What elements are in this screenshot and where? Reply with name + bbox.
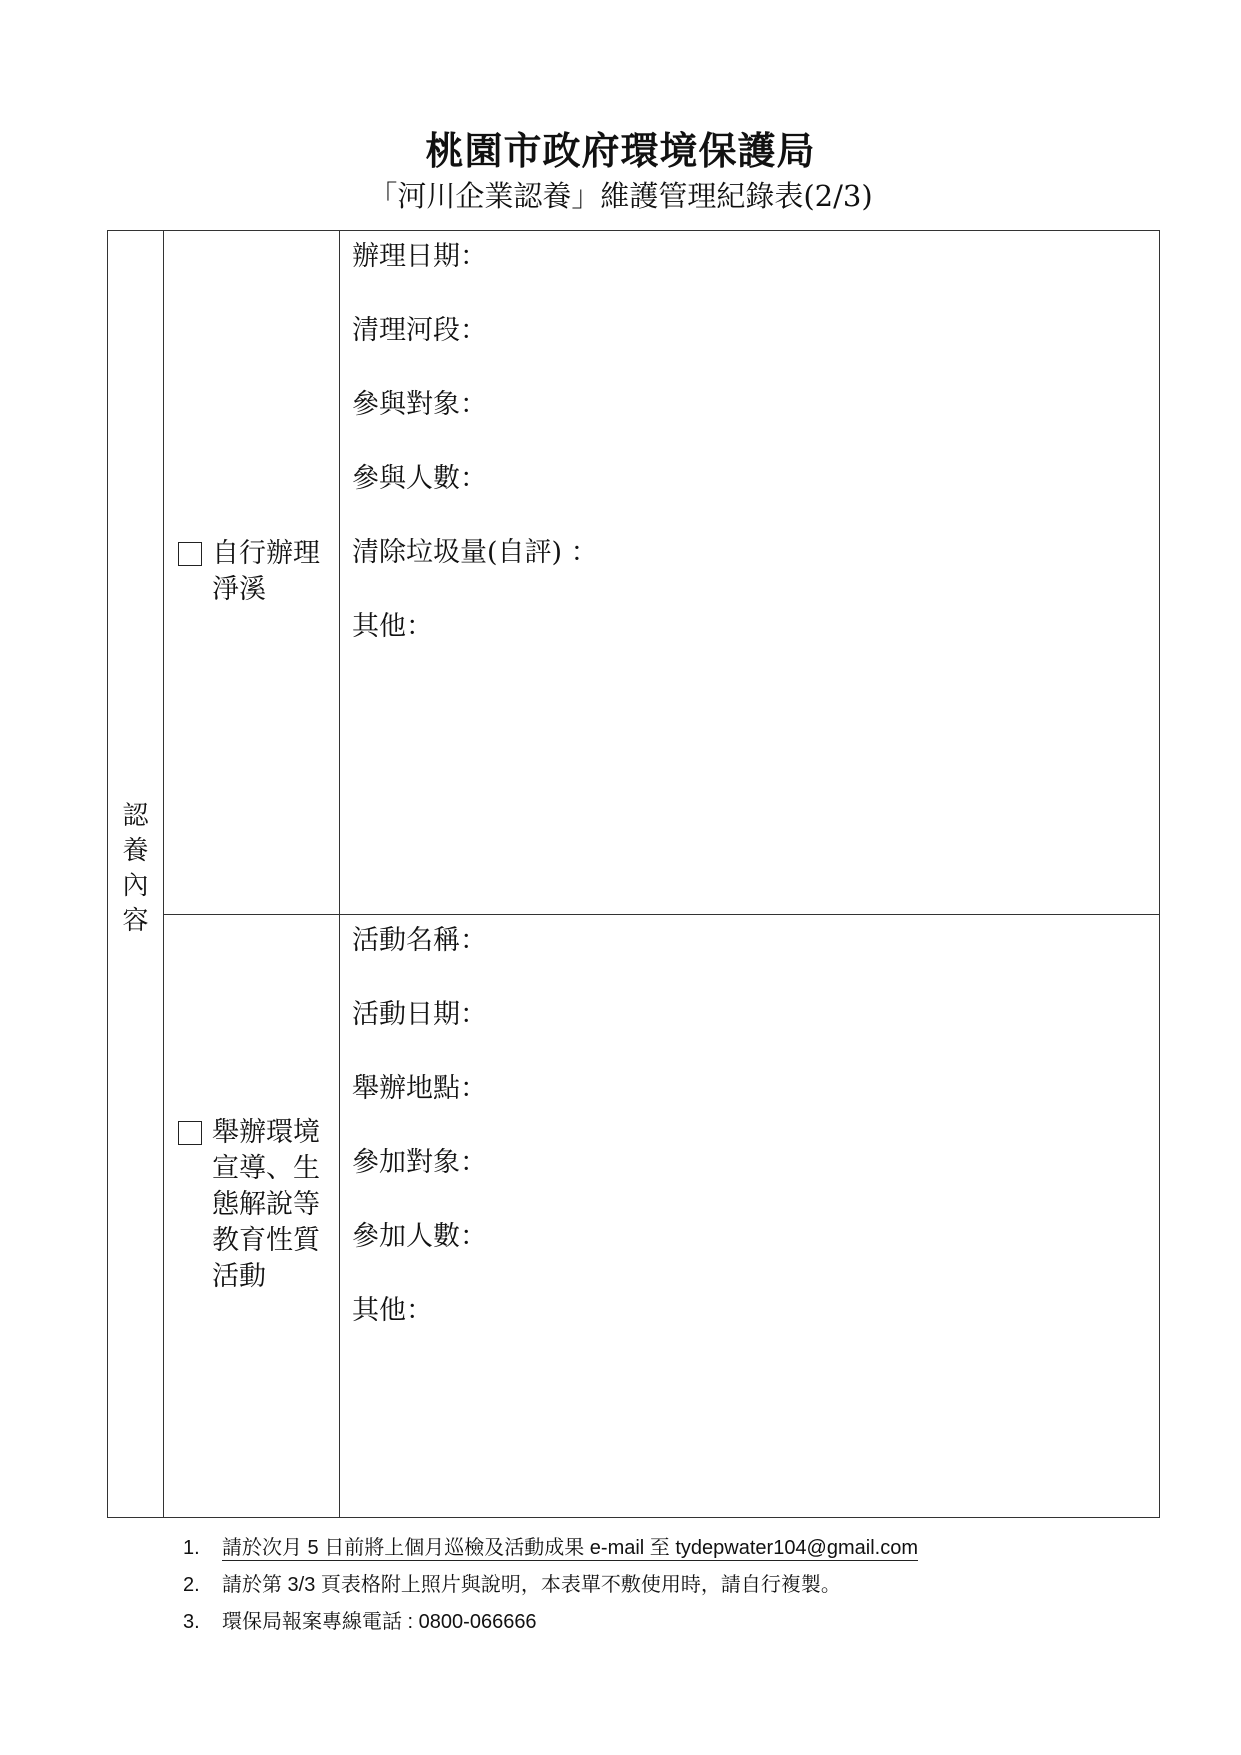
option-label-line: 活動 — [212, 1261, 266, 1292]
option-label-line: 態解說等 — [212, 1189, 320, 1220]
option-cell-education — [164, 915, 340, 1518]
field-cleanup-other[interactable]: 其他： — [352, 611, 433, 642]
option-cell-cleanup — [164, 231, 340, 915]
field-activity-headcount[interactable]: 參加人數： — [352, 1221, 487, 1252]
field-cleanup-date[interactable]: 辦理日期： — [352, 241, 487, 272]
side-label-char: 內 — [122, 871, 149, 901]
field-cleanup-headcount[interactable]: 參與人數： — [352, 463, 487, 494]
education-checkbox[interactable] — [178, 1121, 202, 1145]
side-label-char: 認 — [122, 801, 149, 831]
section-row-education — [108, 915, 1160, 1518]
side-label-char: 容 — [122, 906, 149, 936]
fields-cell-cleanup — [340, 231, 1160, 915]
footnote-number: 1. — [183, 1537, 200, 1559]
cleanup-checkbox[interactable] — [178, 542, 202, 566]
field-activity-name[interactable]: 活動名稱： — [352, 925, 487, 956]
form-subtitle: 「河川企業認養」維護管理紀錄表(2/3) — [368, 179, 873, 213]
field-activity-location[interactable]: 舉辦地點： — [352, 1073, 487, 1104]
option-label-line: 舉辦環境 — [212, 1117, 320, 1148]
footnote-number: 3. — [183, 1611, 200, 1633]
footnote-number: 2. — [183, 1574, 200, 1596]
footnote-item — [183, 1567, 918, 1604]
field-cleanup-garbage-amount[interactable]: 清除垃圾量(自評) ： — [352, 537, 598, 568]
section-row-cleanup — [108, 231, 1160, 915]
record-form-table — [107, 230, 1160, 1518]
footnote-text: 環保局報案專線電話 : 0800-066666 — [222, 1611, 537, 1633]
option-label-line: 自行辦理 — [212, 538, 320, 569]
option-label-line: 宣導、生 — [212, 1153, 320, 1184]
option-label-line: 淨溪 — [212, 574, 266, 605]
footnote-item — [183, 1530, 918, 1567]
footnote-text: 請於次月 5 日前將上個月巡檢及活動成果 e-mail 至 tydepwater104@gmail.com — [222, 1537, 918, 1559]
field-activity-date[interactable]: 活動日期： — [352, 999, 487, 1030]
footnotes — [183, 1530, 918, 1641]
footnote-text: 請於第 3/3 頁表格附上照片與說明，本表單不敷使用時，請自行複製。 — [222, 1574, 841, 1596]
field-cleanup-participants[interactable]: 參與對象： — [352, 389, 487, 420]
option-label-line: 教育性質 — [212, 1225, 320, 1256]
field-cleanup-river-section[interactable]: 清理河段： — [352, 315, 487, 346]
page-title: 桃園市政府環境保護局 — [425, 129, 816, 173]
side-label-char: 養 — [122, 836, 149, 866]
side-label-cell — [108, 231, 164, 1518]
fields-cell-education — [340, 915, 1160, 1518]
field-activity-participants[interactable]: 參加對象： — [352, 1147, 487, 1178]
footnote-item — [183, 1604, 918, 1641]
field-activity-other[interactable]: 其他： — [352, 1295, 433, 1326]
